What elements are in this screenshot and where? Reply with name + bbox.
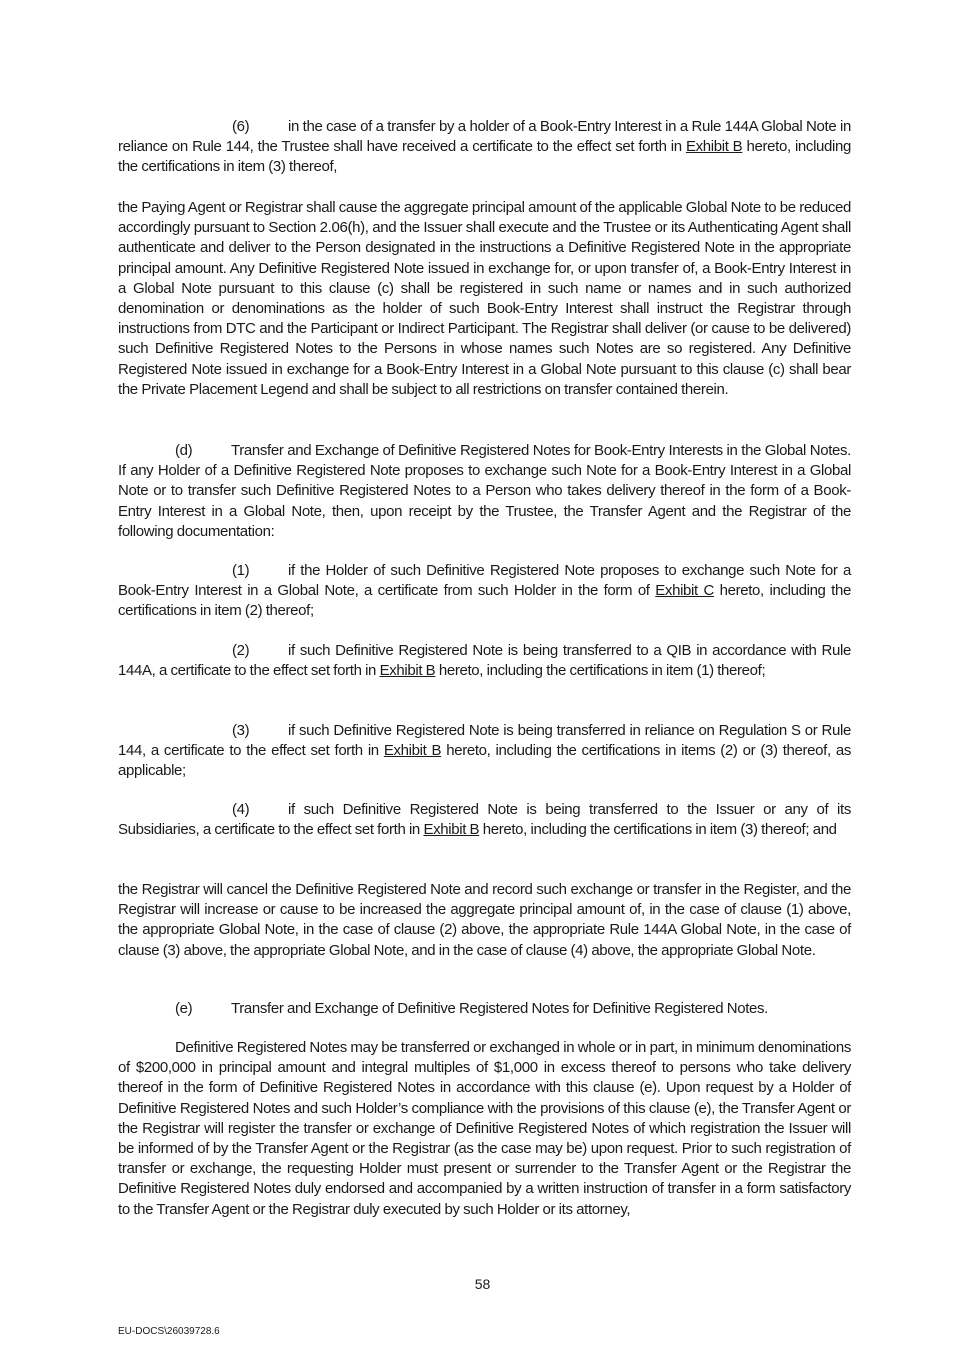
clause-number: (4) xyxy=(232,801,250,818)
clause-number: (2) xyxy=(232,642,250,659)
exhibit-b-link[interactable]: Exhibit B xyxy=(423,821,480,839)
clause-e-body: Definitive Registered Notes may be transferred or exchanged in whole or in part, in minimum denominations of $200,000 in principal amount and integral multiples of $1,000 in excess thereof to persons who take delivery thereof in the form of Definitive Registered Notes in accordance with this clause (e). Upon request by a Holder of Definitive Registered Notes and such Holder’s compliance with the provisions of this clause (e), the Transfer Agent or the Registrar will register the transfer or exchange of Definitive Registered Notes of which registration the Issuer will be informed of by the Transfer Agent or the Registrar (as the case may be) upon request. Prior to such registration of transfer or exchange, the requesting Holder must present or surrender to the Transfer Agent or the Registrar the Definitive Registered Notes duly endorsed and accompanied by a written instruction of transfer in a form satisfactory to the Transfer Agent or the Registrar duly executed by such Holder or its attorney, xyxy=(118,1039,851,1218)
clause-number: (d) xyxy=(175,442,193,459)
document-reference: EU-DOCS\26039728.6 xyxy=(118,1326,220,1337)
clause-text-end: hereto, including the certifications in item (2) thereof; xyxy=(118,582,851,620)
clause-d2-paragraph xyxy=(118,641,851,681)
clause-d3-paragraph xyxy=(118,721,851,782)
clause-text: if such Definitive Registered Note is being transferred to a QIB in accordance with Rule 144A, a certificate to the effect set forth in xyxy=(118,642,851,680)
exhibit-b-link[interactable]: Exhibit B xyxy=(383,742,442,760)
exhibit-c-link[interactable]: Exhibit C xyxy=(655,582,714,600)
paragraph-after-clause-c: the Paying Agent or Registrar shall cause the aggregate principal amount of the applicable Global Note to be reduced accordingly pursuant to Section 2.06(h), and the Issuer shall execute and the Trustee or its Authenticating Agent shall authenticate and deliver to the Person designated in the instructions a Definitive Registered Note in the appropriate principal amount. Any Definitive Registered Note issued in exchange for, or upon transfer of, a Book-Entry Interest in a Global Note pursuant to this clause (c) shall be registered in such name or names and in such authorized denomination or denominations as the holder of such Book-Entry Interest shall instruct the Registrar through instructions from DTC and the Participant or Indirect Participant. The Registrar shall deliver (or cause to be delivered) such Definitive Registered Notes to the Persons in whose names such Notes are so registered. Any Definitive Registered Note issued in exchange for a Book-Entry Interest in a Global Note pursuant to this clause (c) shall bear the Private Placement Legend and shall be subject to all restrictions on transfer contained therein. xyxy=(118,199,851,398)
clause-text-end: hereto, including the certifications in item (1) thereof; xyxy=(435,662,766,680)
clause-text-end: hereto, including the certifications in item (3) thereof, xyxy=(118,138,852,176)
clause-d4-paragraph xyxy=(118,800,851,840)
clause-d-paragraph xyxy=(118,441,851,542)
clause-text: in the case of a transfer by a holder of a Book-Entry Interest in a Rule 144A Global Note in reliance on Rule 144, the Trustee shall have received a certificate to the effect set forth in xyxy=(118,118,851,156)
exhibit-b-link[interactable]: Exhibit B xyxy=(685,138,743,156)
clause-text-end: hereto, including the certifications in items (2) or (3) thereof, as applicable; xyxy=(118,742,851,780)
clause-number: (e) xyxy=(175,1000,193,1017)
clause-d1-paragraph xyxy=(118,561,851,622)
clause-text-end: hereto, including the certifications in item (3) thereof; and xyxy=(479,821,837,839)
exhibit-b-link[interactable]: Exhibit B xyxy=(379,662,436,680)
clause-text: if such Definitive Registered Note is being transferred in reliance on Regulation S or Rule 144, a certificate to the effect set forth in xyxy=(118,722,851,760)
clause-text: if the Holder of such Definitive Registered Note proposes to exchange such Note for a Book-Entry Interest in a Global Note, a certificate from such Holder in the form of xyxy=(118,562,851,600)
page-number: 58 xyxy=(474,1276,491,1292)
clause-number: (6) xyxy=(232,118,250,135)
clause-c6-paragraph xyxy=(118,117,851,178)
clause-number: (3) xyxy=(232,722,250,739)
clause-text: Transfer and Exchange of Definitive Registered Notes for Definitive Registered Notes. xyxy=(231,1000,768,1017)
clause-e-heading xyxy=(118,999,851,1019)
clause-text: Transfer and Exchange of Definitive Registered Notes for Book-Entry Interests in the Global Notes. If any Holder of a Definitive Registered Note proposes to exchange such Note for a Book-Entry Interest in a Global Note or to transfer such Definitive Registered Notes to a Person who takes delivery thereof in the form of a Book-Entry Interest in a Global Note, then, upon receipt by the Trustee, the Transfer Agent and the Registrar of the following documentation: xyxy=(118,442,851,540)
clause-text: if such Definitive Registered Note is being transferred to the Issuer or any of its Subsidiaries, a certificate to the effect set forth in xyxy=(118,801,851,839)
paragraph-after-clause-d: the Registrar will cancel the Definitive Registered Note and record such exchange or transfer in the Register, and the Registrar will increase or cause to be increased the aggregate principal amount of, in the case of clause (1) above, the appropriate Global Note, in the case of clause (2) above, the appropriate Rule 144A Global Note, in the case of clause (3) above, the appropriate Global Note, and in the case of clause (4) above, the appropriate Global Note. xyxy=(118,881,851,959)
clause-number: (1) xyxy=(232,562,250,579)
